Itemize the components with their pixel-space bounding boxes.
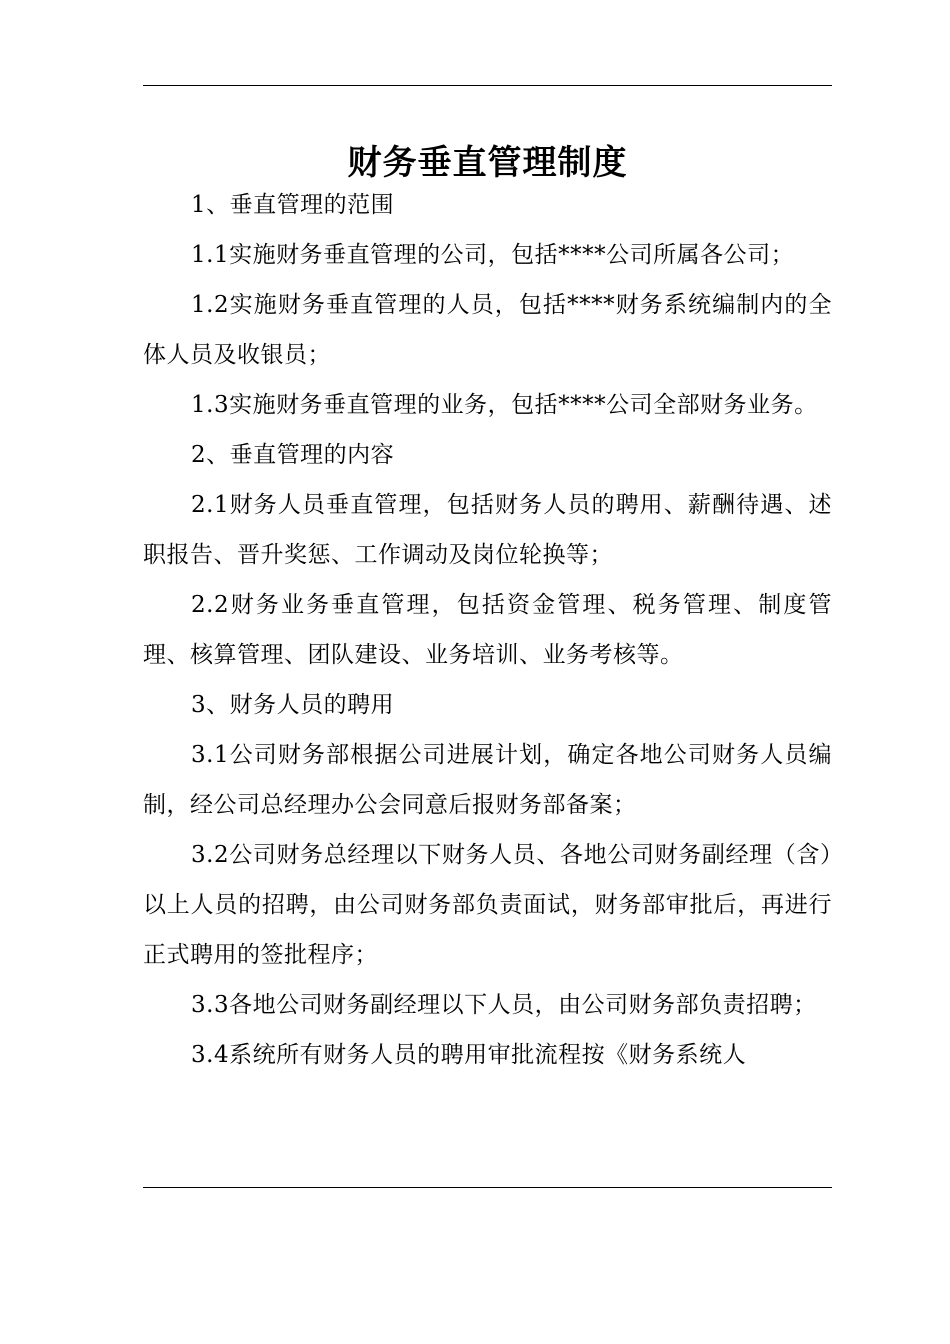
clause-2-1: 2.1财务人员垂直管理，包括财务人员的聘用、薪酬待遇、述职报告、晋升奖惩、工作调动及岗位轮换等；: [143, 492, 832, 568]
section-heading-1: 1、垂直管理的范围: [191, 192, 395, 218]
clause-3-1: 3.1公司财务部根据公司进展计划，确定各地公司财务人员编制，经公司总经理办公会同意后报财务部备案；: [143, 742, 832, 818]
clause-2-2: 2.2财务业务垂直管理，包括资金管理、税务管理、制度管理、核算管理、团队建设、业务培训、业务考核等。: [143, 592, 832, 668]
clause-3-3: 3.3各地公司财务副经理以下人员，由公司财务部负责招聘；: [191, 992, 817, 1018]
clause-3-2: 3.2公司财务总经理以下财务人员、各地公司财务副经理（含）以上人员的招聘，由公司财务部负责面试，财务部审批后，再进行正式聘用的签批程序；: [143, 842, 832, 968]
header-rule: [143, 85, 832, 86]
clause-1-1: 1.1实施财务垂直管理的公司，包括****公司所属各公司；: [191, 242, 795, 268]
document-title: 财务垂直管理制度: [347, 142, 628, 183]
section-heading-2: 2、垂直管理的内容: [191, 442, 395, 468]
footer-rule: [143, 1187, 832, 1188]
clause-1-3: 1.3实施财务垂直管理的业务，包括****公司全部财务业务。: [191, 392, 818, 418]
section-heading-3: 3、财务人员的聘用: [191, 692, 395, 718]
clause-1-2: 1.2实施财务垂直管理的人员，包括****财务系统编制内的全体人员及收银员；: [143, 292, 832, 368]
clause-3-4: 3.4系统所有财务人员的聘用审批流程按《财务系统人: [191, 1042, 747, 1068]
document-body: [143, 180, 832, 1080]
